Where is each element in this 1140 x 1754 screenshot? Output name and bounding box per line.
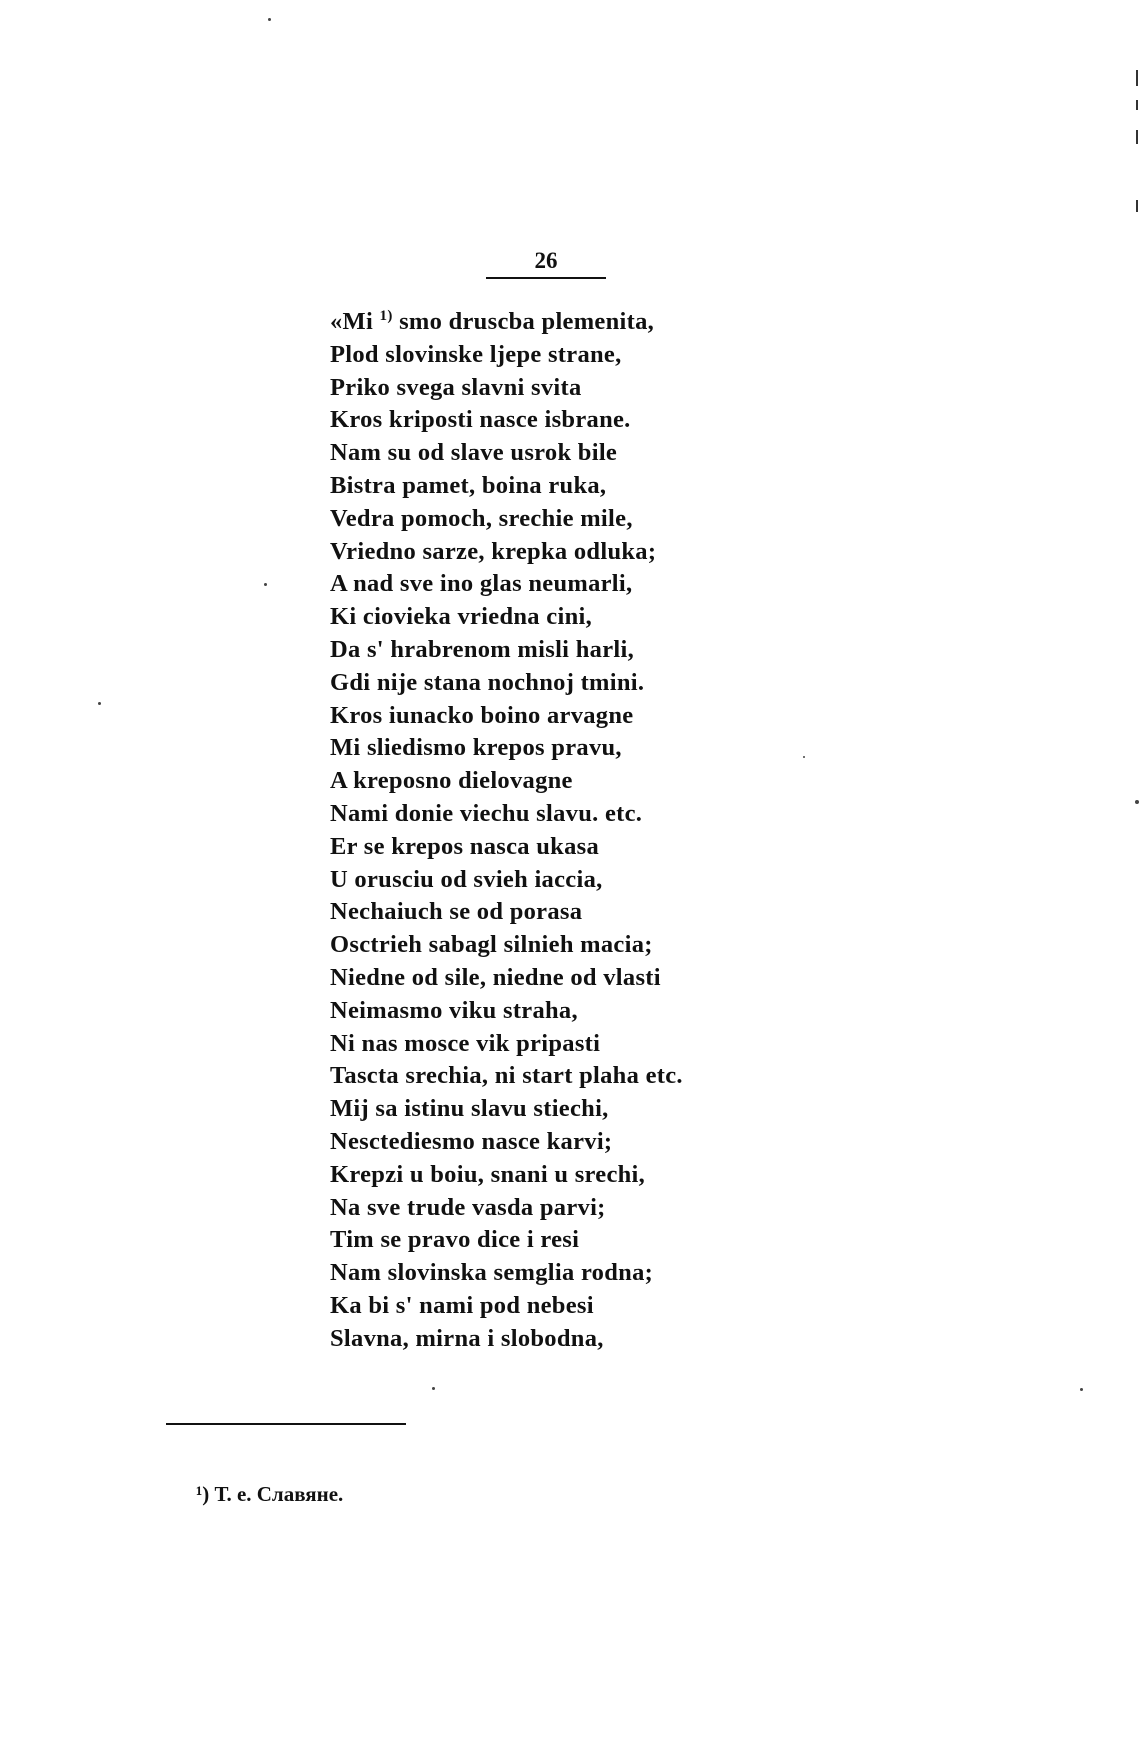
poem-line: Priko svega slavni svita — [330, 373, 582, 401]
footnote-reference: 1) — [379, 307, 393, 324]
footnote-rule — [166, 1423, 406, 1425]
scan-speck — [98, 702, 101, 705]
poem-line: A kreposno dielovagne — [330, 767, 573, 795]
poem-line: U orusciu od svieh iaccia, — [330, 865, 603, 893]
poem-line: Osctrieh sabagl silnieh macia; — [330, 931, 653, 959]
poem-line: Nam su od slave usrok bile — [330, 439, 618, 467]
scan-speck — [264, 583, 267, 586]
poem-line: Tim se pravo dice i resi — [330, 1226, 580, 1254]
scan-speck — [432, 1387, 435, 1390]
scan-speck — [1080, 1388, 1083, 1391]
poem-line: Gdi nije stana nochnoj tmini. — [330, 668, 645, 696]
poem-line: Da s' hrabrenom misli harli, — [330, 635, 635, 663]
poem-line: Slavna, mirna i slobodna, — [330, 1324, 604, 1352]
page-number: 26 — [534, 248, 558, 273]
poem-line: Mi sliedismo krepos pravu, — [330, 734, 622, 762]
header-rule — [486, 277, 606, 279]
poem-line: Kros kriposti nasce isbrane. — [330, 406, 631, 434]
poem-line — [330, 306, 810, 339]
poem-line: Na sve trude vasda parvi; — [330, 1193, 606, 1221]
poem-line: Kros iunacko boino arvagne — [330, 701, 634, 729]
poem-line: Vedra pomoch, srechie mile, — [330, 504, 633, 532]
poem-line: Bistra pamet, boina ruka, — [330, 471, 607, 499]
poem-line: Er se krepos nasca ukasa — [330, 832, 600, 860]
poem-stanza — [330, 306, 810, 1356]
poem-line: Mij sa istinu slavu stiechi, — [330, 1095, 609, 1123]
poem-line: Nam slovinska semglia rodna; — [330, 1259, 654, 1287]
poem-line-start: «Mi — [330, 308, 374, 335]
poem-line: Nesctediesmo nasce karvi; — [330, 1127, 613, 1155]
poem-line: Niedne od sile, niedne od vlasti — [330, 963, 661, 991]
poem-line: Ka bi s' nami pod nebesi — [330, 1291, 594, 1319]
poem-line: Plod slovinske ljepe strane, — [330, 340, 622, 368]
poem-line: Tascta srechia, ni start plaha etc. — [330, 1062, 683, 1090]
poem-line-rest: smo druscba plemenita, — [392, 308, 655, 335]
poem-line: A nad sve ino glas neumarli, — [330, 570, 633, 598]
scan-speck — [1135, 800, 1139, 804]
scan-edge-marks — [1134, 40, 1140, 220]
poem-line: Nechaiuch se od porasa — [330, 898, 583, 926]
poem-line: Nami donie viechu slavu. etc. — [330, 799, 643, 827]
poem-line: Ki ciovieka vriedna cini, — [330, 603, 593, 631]
footnote: ¹) Т. е. Славяне. — [196, 1482, 344, 1506]
poem-line: Vriedno sarze, krepka odluka; — [330, 537, 657, 565]
poem-line: Krepzi u boiu, snani u srechi, — [330, 1160, 646, 1188]
scan-speck — [803, 756, 805, 758]
poem-line: Neimasmo viku straha, — [330, 996, 578, 1024]
scan-speck — [268, 18, 271, 21]
poem-line: Ni nas mosce vik pripasti — [330, 1029, 601, 1057]
